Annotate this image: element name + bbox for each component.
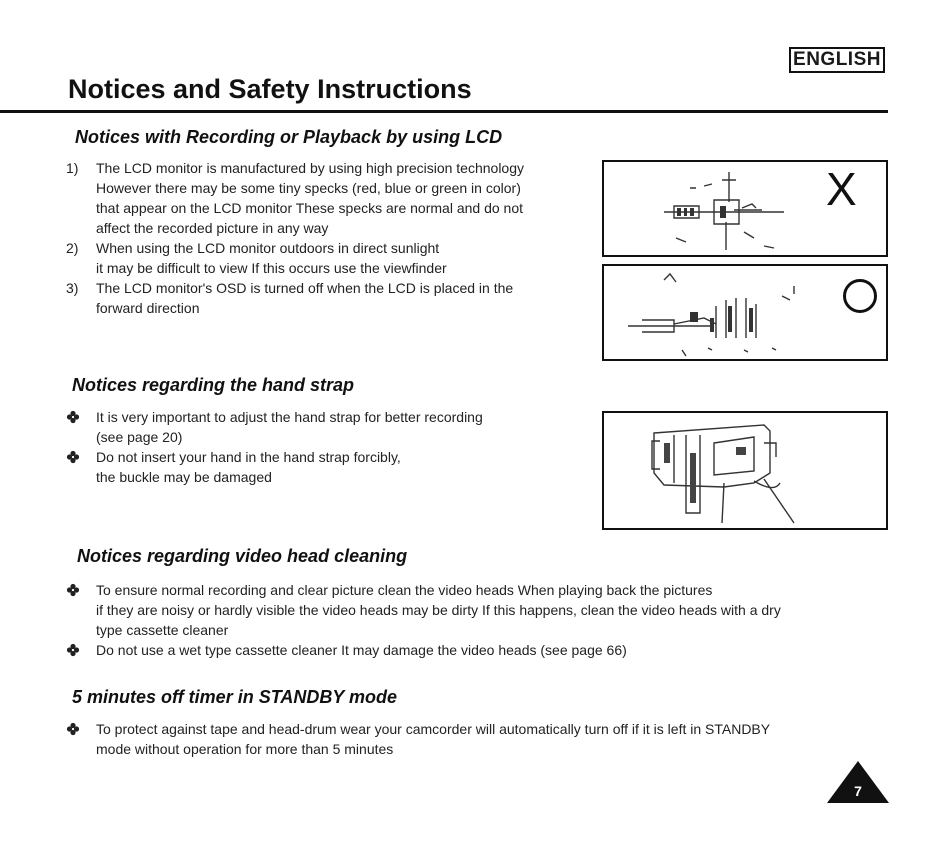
figure-hand-strap <box>602 411 888 530</box>
lcd-notice-list <box>66 158 586 328</box>
text-line: Do not use a wet type cassette cleaner It may damage the video heads (see page 66) <box>96 642 627 658</box>
text-line: mode without operation for more than 5 minutes <box>96 741 394 757</box>
text-line: that appear on the LCD monitor These specks are normal and do not <box>96 200 523 216</box>
clover-bullet-icon <box>66 643 80 657</box>
figure-lcd-incorrect <box>602 160 888 257</box>
item-number: 3) <box>66 280 79 296</box>
item-number: 1) <box>66 160 79 176</box>
list-item <box>66 447 586 487</box>
page-title: Notices and Safety Instructions <box>68 74 472 104</box>
text-line: (see page 20) <box>96 429 183 445</box>
text-line: affect the recorded picture in any way <box>96 220 329 236</box>
text-line: it may be difficult to view If this occurs use the viewfinder <box>96 260 447 276</box>
clover-bullet-icon <box>66 722 80 736</box>
list-item <box>66 278 586 318</box>
figure-lcd-correct <box>602 264 888 361</box>
section-title-head-cleaning: Notices regarding video head cleaning <box>77 546 408 566</box>
hand-strap-notice-list <box>66 407 586 492</box>
page-number: 7 <box>854 783 862 799</box>
list-item <box>66 158 586 238</box>
list-item <box>66 580 886 640</box>
head-cleaning-notice-list <box>66 580 886 665</box>
camcorder-hand-strap-illustration <box>604 413 886 528</box>
standby-notice-list <box>66 719 886 764</box>
clover-bullet-icon <box>66 410 80 424</box>
correct-mark-text <box>846 282 874 283</box>
text-line: Do not insert your hand in the hand strap forcibly, <box>96 449 401 465</box>
title-divider <box>0 110 888 113</box>
list-item <box>66 238 586 278</box>
text-line: forward direction <box>96 300 200 316</box>
correct-mark <box>843 279 877 313</box>
clover-bullet-icon <box>66 583 80 597</box>
section-title-hand-strap: Notices regarding the hand strap <box>72 375 355 395</box>
text-line: The LCD monitor is manufactured by using high precision technology <box>96 160 525 176</box>
text-line: It is very important to adjust the hand strap for better recording <box>96 409 483 425</box>
list-item <box>66 719 886 759</box>
item-number: 2) <box>66 240 79 256</box>
clover-bullet-icon <box>66 450 80 464</box>
text-line: To ensure normal recording and clear picture clean the video heads When playing back the pictures <box>96 582 713 598</box>
text-line: However there may be some tiny specks (red, blue or green in color) <box>96 180 521 196</box>
language-badge: ENGLISH <box>789 47 885 73</box>
camcorder-lcd-normal-illustration <box>604 266 886 359</box>
text-line: the buckle may be damaged <box>96 469 272 485</box>
incorrect-mark: X <box>826 163 857 215</box>
section-title-lcd: Notices with Recording or Playback by using LCD <box>75 127 503 147</box>
text-line: To protect against tape and head-drum wear your camcorder will automatically turn off if it is left in STANDBY <box>96 721 771 737</box>
list-item <box>66 407 586 447</box>
text-line: When using the LCD monitor outdoors in direct sunlight <box>96 240 440 256</box>
list-item <box>66 640 886 660</box>
text-line: The LCD monitor's OSD is turned off when the LCD is placed in the <box>96 280 514 296</box>
text-line: if they are noisy or hardly visible the video heads may be dirty If this happens, clean the video heads with a dry <box>96 602 781 618</box>
text-line: type cassette cleaner <box>96 622 229 638</box>
section-title-standby-timer: 5 minutes off timer in STANDBY mode <box>72 687 398 707</box>
